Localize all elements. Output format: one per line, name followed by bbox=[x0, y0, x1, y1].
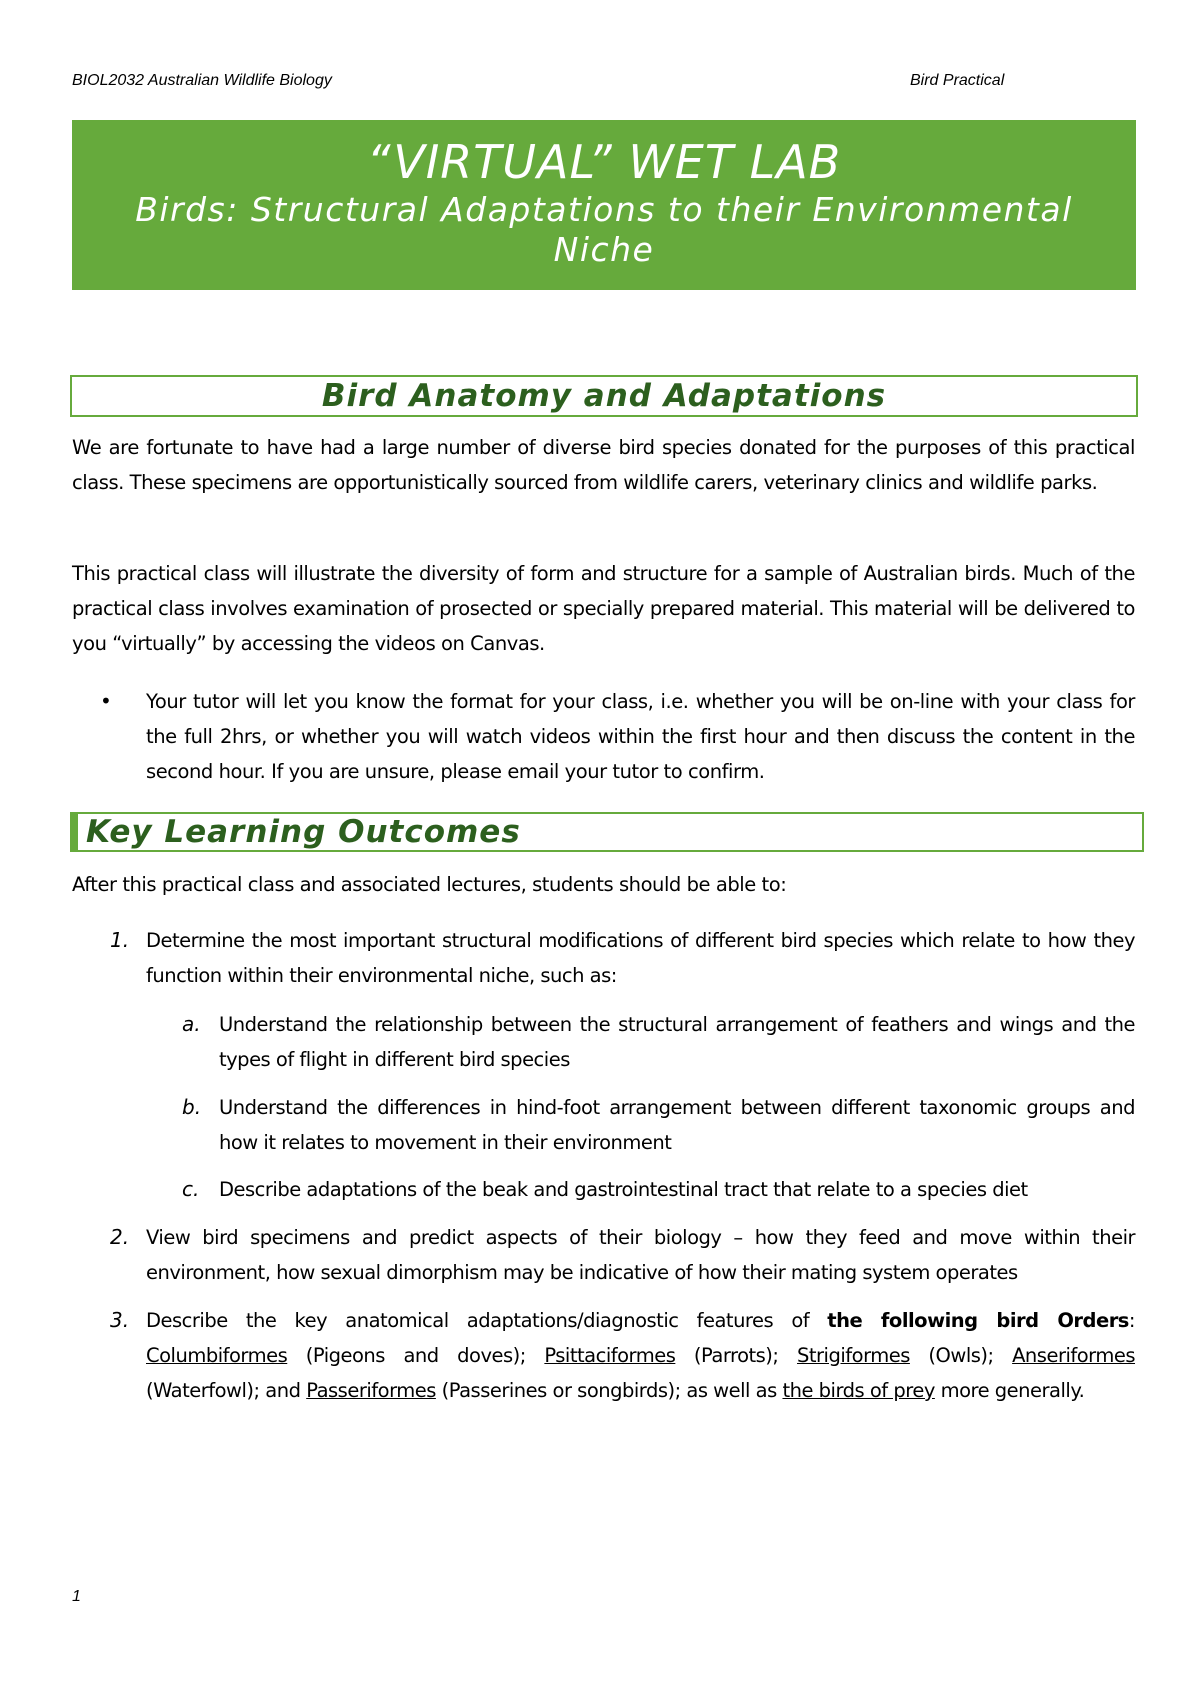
outcome-3-number: 3. bbox=[110, 1308, 130, 1332]
birds-of-prey: the birds of prey bbox=[782, 1379, 935, 1402]
outcome-1-text: Determine the most important structural modifications of different bird species which relate to how they function within their environmental niche, such as: bbox=[146, 929, 1135, 987]
order-passeriformes: Passeriformes bbox=[306, 1379, 436, 1402]
outcome-1a-text: Understand the relationship between the structural arrangement of feathers and wings and the types of flight in different bird species bbox=[219, 1013, 1135, 1071]
page-number: 1 bbox=[72, 1588, 81, 1605]
section-heading-outcomes bbox=[70, 812, 1144, 852]
outcome-1c-text: Describe adaptations of the beak and gastrointestinal tract that relate to a species diet bbox=[219, 1178, 1028, 1201]
format-bullet-text: Your tutor will let you know the format for your class, i.e. whether you will be on-line with your class for the full 2hrs, or whether you will watch videos within the first hour and then discuss the content in the second hour. If you are unsure, please email your tutor to confirm. bbox=[146, 690, 1135, 783]
outcome-1b-letter: b. bbox=[182, 1095, 202, 1119]
outcome-1a-letter: a. bbox=[182, 1012, 201, 1036]
title-banner bbox=[72, 120, 1136, 290]
outcome-1-number: 1. bbox=[110, 928, 130, 952]
description-paragraph: This practical class will illustrate the diversity of form and structure for a sample of Australian birds. Much of the practical class involves examination of prosected or specially prepared material. This material will be delivered to you “virtually” by accessing the videos on Canvas. bbox=[72, 562, 1135, 655]
outcome-2-number: 2. bbox=[110, 1225, 130, 1249]
orders-emphasis: the following bird Orders bbox=[827, 1309, 1129, 1332]
outcome-3-text: Describe the key anatomical adaptations/diagnostic features of the following bird Orders: Columbiformes (Pigeons and doves); Psittaciformes (Parrots); Strigiformes (Owls); Anseriformes (Waterfowl); and Passeriformes (Passerines or songbirds); as well as the birds of prey more generally. bbox=[146, 1309, 1136, 1402]
bullet-dot-icon: • bbox=[100, 689, 112, 713]
order-columbiformes: Columbiformes bbox=[146, 1344, 288, 1367]
outcomes-intro: After this practical class and associated lectures, students should be able to: bbox=[72, 873, 787, 896]
section-heading-anatomy-text: Bird Anatomy and Adaptations bbox=[321, 378, 887, 414]
outcome-1c-letter: c. bbox=[182, 1177, 200, 1201]
section-heading-anatomy bbox=[70, 375, 1138, 417]
outcome-1b-text: Understand the differences in hind-foot arrangement between different taxonomic groups and how it relates to movement in their environment bbox=[219, 1096, 1135, 1154]
order-anseriformes: Anseriformes bbox=[1012, 1344, 1136, 1367]
intro-paragraph: We are fortunate to have had a large number of diverse bird species donated for the purposes of this practical class. These specimens are opportunistically sourced from wildlife carers, veterinary clinics and wildlife parks. bbox=[72, 436, 1135, 494]
order-psittaciformes: Psittaciformes bbox=[544, 1344, 676, 1367]
header-practical-title: Bird Practical bbox=[910, 72, 1005, 89]
section-heading-outcomes-text: Key Learning Outcomes bbox=[86, 814, 521, 850]
banner-title: “VIRTUAL” WET LAB bbox=[366, 135, 842, 189]
outcome-2-text: View bird specimens and predict aspects of their biology – how they feed and move within their environment, how sexual dimorphism may be indicative of how their mating system operates bbox=[146, 1226, 1135, 1284]
header-course-title: BIOL2032 Australian Wildlife Biology bbox=[72, 72, 332, 89]
banner-subtitle: Birds: Structural Adaptations to their Environmental Niche bbox=[135, 190, 1073, 269]
order-strigiformes: Strigiformes bbox=[797, 1344, 910, 1367]
